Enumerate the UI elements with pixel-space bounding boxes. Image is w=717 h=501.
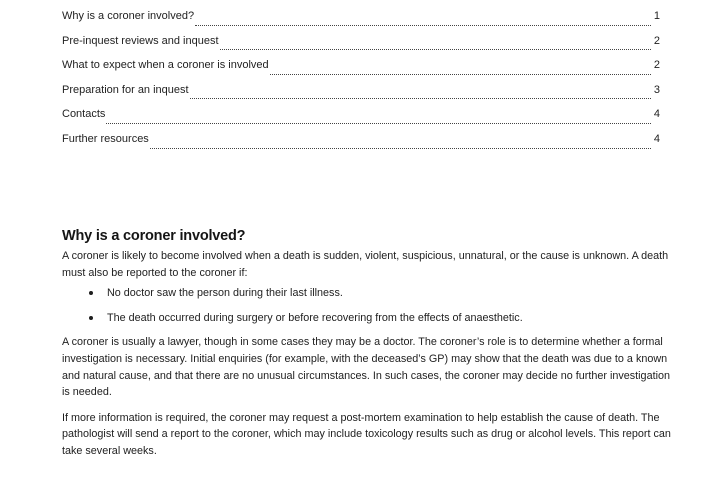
- toc-entry-preparation[interactable]: [62, 78, 660, 103]
- bullet-text: No doctor saw the person during their last illness.: [107, 287, 343, 300]
- toc-entry-page: 2: [653, 34, 660, 47]
- bullet-list: [62, 285, 674, 326]
- toc-entry-page: 3: [653, 83, 660, 96]
- toc-entry-page: 4: [653, 132, 660, 145]
- toc-entry-pre-inquest[interactable]: [62, 29, 660, 54]
- body-paragraph: A coroner is usually a lawyer, though in some cases they may be a doctor. The coroner’s role is to determine whether a formal investigation is necessary. Initial enquiries (for example, with the deceased’s GP) may show that the death was due to a known and natural cause, and that there are no unusual circumstances. In such cases, the coroner may decide no further investigation is needed.: [62, 336, 670, 399]
- bullet-dot-icon: [89, 291, 93, 295]
- bullet-item: [62, 310, 674, 327]
- toc-entry-page: 2: [653, 59, 660, 72]
- toc-entry-title: Contacts: [62, 108, 106, 121]
- toc-entry-title: Why is a coroner involved?: [62, 10, 195, 22]
- toc-entry-page: 1: [653, 10, 660, 22]
- section-why-coroner: [62, 228, 674, 460]
- toc-entry-what-to-expect[interactable]: [62, 53, 660, 78]
- bullet-dot-icon: [89, 316, 93, 320]
- bullet-text: The death occurred during surgery or before recovering from the effects of anaesthetic.: [107, 311, 523, 324]
- toc-dot-leader: [106, 123, 651, 124]
- toc-entry-title: Preparation for an inquest: [62, 83, 189, 96]
- body-paragraph: If more information is required, the coroner may request a post-mortem examination to help establish the cause of death. The pathologist will send a report to the coroner, which may include toxicology results such as drug or alcohol levels. This report can take several weeks.: [62, 411, 671, 457]
- toc-dot-leader: [270, 74, 651, 75]
- bullet-item: [62, 285, 674, 302]
- toc-entry-title: Pre-inquest reviews and inquest: [62, 34, 219, 47]
- toc-entry-further-resources[interactable]: [62, 127, 660, 152]
- toc-entry-page: 4: [653, 108, 660, 121]
- toc-dot-leader: [190, 98, 651, 99]
- section-intro-paragraph: A coroner is likely to become involved when a death is sudden, violent, suspicious, unnatural, or the cause is unknown. A death must also be reported to the coroner if:: [62, 250, 669, 279]
- toc-entry-why-coroner[interactable]: [62, 4, 660, 29]
- section-heading: Why is a coroner involved?: [62, 228, 246, 244]
- toc-dot-leader: [150, 148, 651, 149]
- table-of-contents: [62, 4, 660, 152]
- toc-dot-leader: [220, 49, 651, 50]
- toc-dot-leader: [195, 25, 651, 26]
- toc-entry-title: What to expect when a coroner is involved: [62, 59, 269, 72]
- toc-entry-contacts[interactable]: [62, 102, 660, 127]
- toc-entry-title: Further resources: [62, 132, 149, 145]
